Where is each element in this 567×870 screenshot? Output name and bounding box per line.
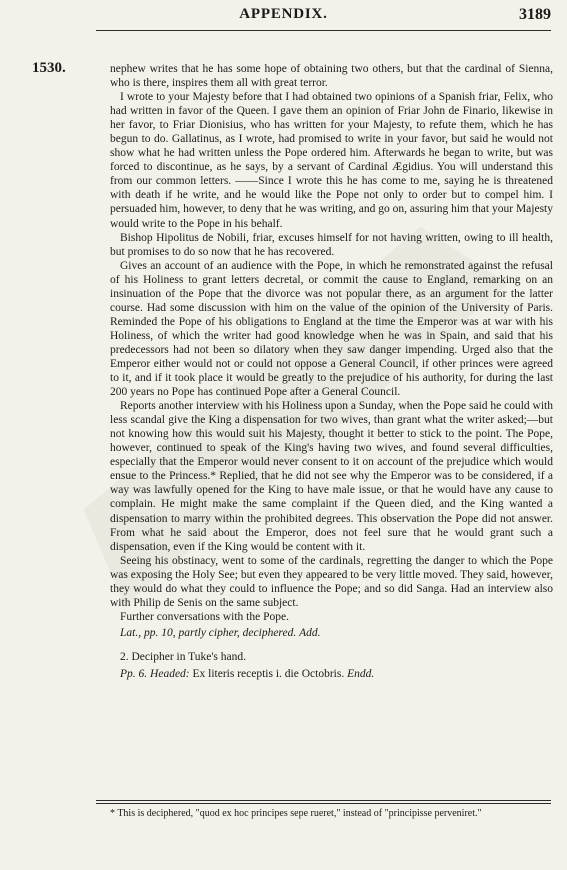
paragraph-1: nephew writes that he has some hope of obtaining two others, but that the cardinal of Sienna, who is there, inspires them all with great terror. xyxy=(110,63,553,90)
footnote-rule-lower xyxy=(96,803,551,804)
doc1-archive-note: Add. xyxy=(299,626,321,639)
document-2-reference xyxy=(120,667,553,682)
document-1-reference xyxy=(120,626,553,641)
paragraph-6: Seeing his obstinacy, went to some of the cardinals, regretting the danger to which the Pope was exposing the Holy See; but even they appeared to be very little moved. They said, however, they would do what they could to influence the Pope; and so did Sanga. Had an interview also with Philip de Senis on the same subject. xyxy=(110,554,553,609)
header-rule xyxy=(96,30,551,31)
paragraph-3: Bishop Hipolitus de Nobili, friar, excuses himself for not having written, owing to ill health, but promises to do so now that he has recovered. xyxy=(110,231,553,258)
doc2-headed-text: Ex literis receptis i. die Octobris. xyxy=(192,667,345,680)
paragraph-4: Gives an account of an audience with the Pope, in which he remonstrated against the refusal of his Holiness to grant letters decretal, or commit the cause to England, remarking on an insinuation of the Pope that the divorce was not popular there, as an argument for the latter course. Had some discussion with him on the value of the opinion of the University of Paris. Reminded the Pope of his obligations to England at the time the Emperor was at war with his Holiness, of which the writer had good knowledge when he was in Spain, and said that his predecessors had not been so dilatory when they saw danger impending. Urged also that the Emperor either would not or could not oppose a General Council, if other princes were agreed to it, and if it took place it would be greatly to the prejudice of his authority, for during the last 200 years no Pope has continued Pope after a General Council. xyxy=(110,259,553,399)
paragraph-7: Further conversations with the Pope. xyxy=(120,610,289,623)
paragraph-5: Reports another interview with his Holiness upon a Sunday, when the Pope said he could with less scandal give the King a dispensation for two wives, than grant what the writer asked;—but not knowing how this would suit his Majesty, thought it better to stick to the point. The Pope, however, continued to speak of the King's having two wives, and found several difficulties, especially that the Emperor would never consent to it on account of the prejudice which would ensue to the Princess.* Replied, that he did not see why the Emperor was to be considered, if a way was lawfully opened for the King to have male issue, or that he would have any cause to complain. He might make the same complaint if the Queen died, and the King wanted a dispensation to marry within the prohibited degrees. This observation the Pope did not answer. From what he said about the Emperor, does not feel sure that he would grant such a dispensation, even if the King would be content with it. xyxy=(110,400,553,553)
page-number: 3189 xyxy=(519,6,551,23)
paragraph-2: I wrote to your Majesty before that I had obtained two opinions of a Spanish friar, Felix, who had written in favor of the Queen. I gave them an opinion of Friar John de Finario, likewise in her favor, to Friar Dionisius, who has written for your Majesty, to refute them, which he has begun to do. Gallatinus, as I wrote, had promised to write in your favor, but said he would not show what he had written unless the Pope ordered him. Afterwards he began to write, but was forced to discontinue, as he says, by a servant of Cardinal Ægidius. You will understand this from our common letters. ——Since I wrote this he has come to me, saying he is threatened with death if he write, and he would like the Pope not only to order but to compel him. I persuaded him, however, to deny that he was writing, and go on, assuring him that your Majesty would write to the Pope in his behalf. xyxy=(110,91,553,230)
doc2-pages: Pp. 6. xyxy=(120,667,148,680)
footnote: * This is deciphered, "quod ex hoc principes sepe rueret," instead of "principisse perveniret." xyxy=(110,808,482,819)
running-title: APPENDIX. xyxy=(239,6,328,22)
document-body xyxy=(110,62,553,681)
doc2-endorsed: Endd. xyxy=(347,667,375,680)
doc2-headed-label: Headed: xyxy=(150,667,190,680)
footnote-rule xyxy=(96,800,551,801)
doc1-reference-text: Lat., pp. 10, partly cipher, deciphered. xyxy=(120,626,297,639)
margin-year: 1530. xyxy=(32,60,66,76)
spacer xyxy=(110,640,553,648)
document-2-description: 2. Decipher in Tuke's hand. xyxy=(120,651,247,664)
